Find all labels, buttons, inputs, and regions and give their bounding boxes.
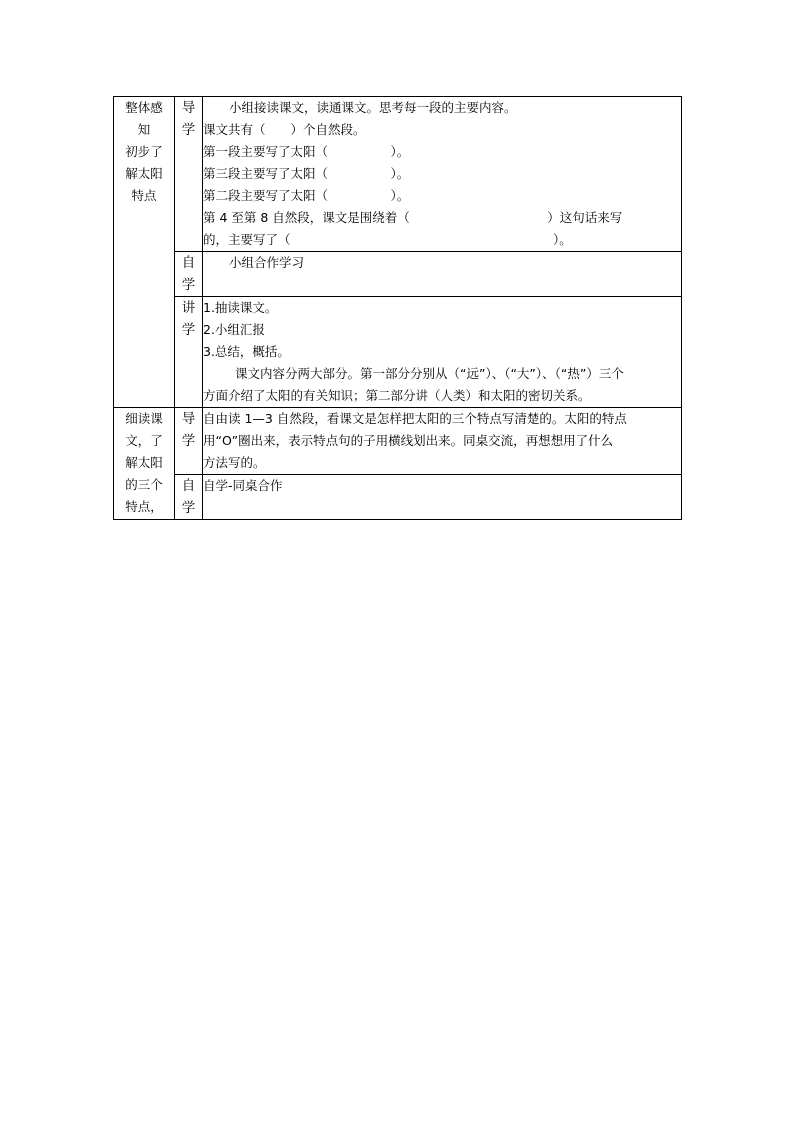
type-label: 导 [181,411,196,427]
content-line: 课文内容分两大部分。第一部分分别从（“远”）、（“大”）、（“热”）三个 [235,366,624,381]
content-cell [203,475,682,520]
type-label: 学 [181,322,196,338]
content-line: 1.抽读课文。 [203,300,278,315]
type-cell [175,97,203,252]
content-line: 自学-同桌合作 [203,478,283,493]
type-cell [175,297,203,408]
type-cell [175,252,203,297]
content-line: 方面介绍了太阳的有关知识；第二部分讲（人类）和太阳的密切关系。 [203,388,591,403]
table-row [114,297,682,408]
content-cell [203,408,682,475]
type-label: 学 [181,433,196,449]
topic-line: 初步了 [125,144,163,159]
topic-line: 的三个 [125,477,163,492]
topic-line: 文，了 [125,433,163,448]
lesson-plan-table [113,96,682,520]
content-line: 2.小组汇报 [203,322,265,337]
table-row [114,97,682,252]
topic-line: 特点 [131,188,157,203]
topic-line: 细读课 [125,411,163,426]
topic-line: 解太阳 [125,455,163,470]
content-line: 方法写的。 [203,455,266,470]
content-line: 用“O”圈出来，表示特点句的子用横线划出来。同桌交流，再想想用了什么 [203,433,614,448]
type-label: 自 [181,478,196,494]
content-line: 3.总结，概括。 [203,344,290,359]
type-cell [175,475,203,520]
content-cell [203,97,682,252]
content-line: 第 4 至第 8 自然段，课文是围绕着（ ）这句话来写 [203,210,623,225]
content-line: 第三段主要写了太阳（ ）。 [203,166,410,181]
table-row [114,408,682,475]
content-line: 小组接读课文，读通课文。思考每一段的主要内容。 [229,100,517,115]
type-label: 学 [181,122,196,138]
topic-line: 整体感 [125,100,163,115]
type-label: 学 [181,500,196,516]
table-row [114,475,682,520]
topic-line: 解太阳 [125,166,163,181]
content-cell [203,252,682,297]
type-label: 学 [181,277,196,293]
type-label: 讲 [181,300,196,316]
content-cell [203,297,682,408]
content-line: 课文共有（ ）个自然段。 [203,122,366,137]
type-cell [175,408,203,475]
content-line: 第一段主要写了太阳（ ）。 [203,144,410,159]
topic-cell [114,408,175,520]
content-line: 小组合作学习 [229,255,305,270]
topic-line: 知 [137,122,151,137]
content-line: 自由读 1—3 自然段，看课文是怎样把太阳的三个特点写清楚的。太阳的特点 [203,411,627,426]
type-label: 导 [181,100,196,116]
table-row [114,252,682,297]
content-line: 第二段主要写了太阳（ ）。 [203,188,410,203]
topic-cell [114,97,175,408]
topic-line: 特点， [125,499,163,514]
type-label: 自 [181,255,196,271]
content-line: 的，主要写了（ ）。 [203,232,572,247]
